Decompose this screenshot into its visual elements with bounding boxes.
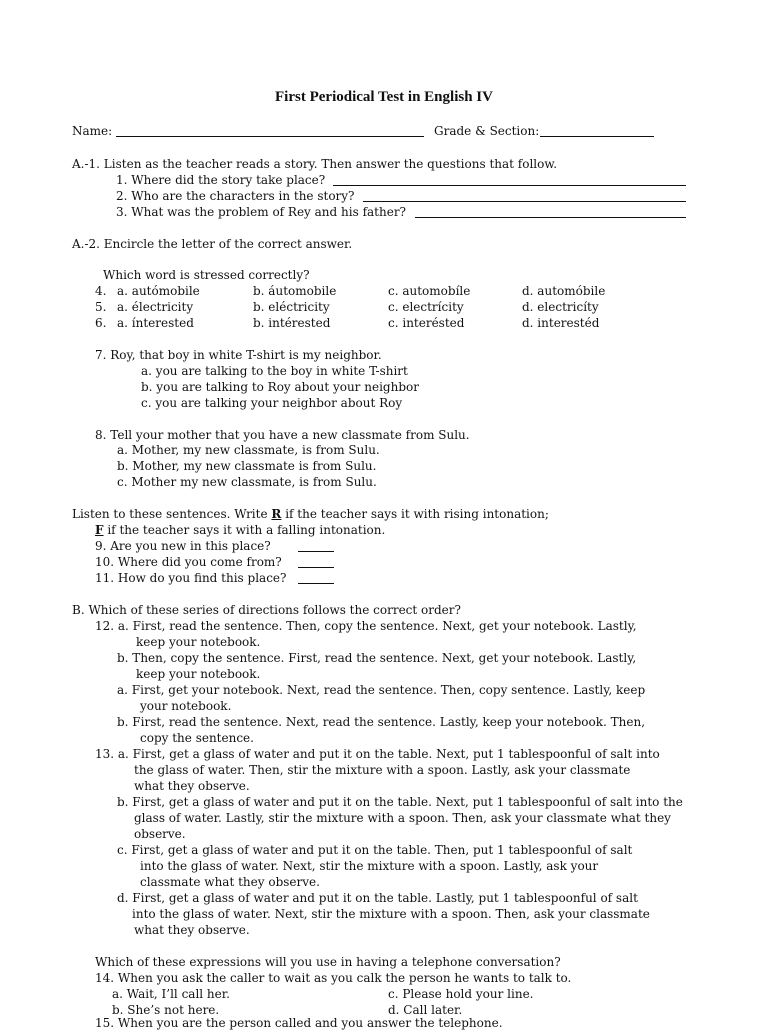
option-a: a. électricity xyxy=(117,300,194,314)
part-a2-instruction: A.-2. Encircle the letter of the correct answer. xyxy=(72,237,353,251)
q13-line: what they observe. xyxy=(134,779,250,793)
option-a: a. ínterested xyxy=(117,316,194,330)
question-2: 2. Who are the characters in the story? xyxy=(116,189,355,203)
intonation-blank-11[interactable] xyxy=(298,572,334,584)
question-7-option-c: c. you are talking your neighbor about Roy xyxy=(141,396,403,410)
q13-line: c. First, get a glass of water and put it on the table. Then, put 1 tablespoonful of salt xyxy=(117,843,633,857)
part-a1-instruction: A.-1. Listen as the teacher reads a story. Then answer the questions that follow. xyxy=(72,157,558,171)
question-7-stem: 7. Roy, that boy in white T-shirt is my neighbor. xyxy=(95,348,382,362)
item-number: 6. xyxy=(95,316,107,330)
question-14: 14. When you ask the caller to wait as you calk the person he wants to talk to. xyxy=(95,971,572,985)
grade-section-label: Grade & Section: xyxy=(434,124,540,138)
q13-line: observe. xyxy=(134,827,186,841)
name-blank[interactable] xyxy=(116,125,424,137)
option-c: c. interésted xyxy=(388,316,465,330)
q12-line: copy the sentence. xyxy=(140,731,254,745)
question-14-option-b: b. She’s not here. xyxy=(112,1003,220,1017)
question-8-option-b: b. Mother, my new classmate is from Sulu. xyxy=(117,459,377,473)
q13-line: into the glass of water. Next, stir the mixture with a spoon. Lastly, ask your xyxy=(140,859,599,873)
q13-line: what they observe. xyxy=(134,923,250,937)
answer-blank-1[interactable] xyxy=(333,174,686,186)
q12-line: b. Then, copy the sentence. First, read the sentence. Next, get your notebook. Lastly, xyxy=(117,651,637,665)
question-14-option-a: a. Wait, I’ll call her. xyxy=(112,987,230,1001)
intonation-blank-10[interactable] xyxy=(298,556,334,568)
question-7-option-b: b. you are talking to Roy about your neighbor xyxy=(141,380,419,394)
q12-line: b. First, read the sentence. Next, read the sentence. Lastly, keep your notebook. Then, xyxy=(117,715,646,729)
q13-line: glass of water. Lastly, stir the mixture with a spoon. Then, ask your classmate what they xyxy=(134,811,671,825)
q13-line: into the glass of water. Next, stir the mixture with a spoon. Then, ask your classmate xyxy=(132,907,650,921)
option-b: b. intérested xyxy=(253,316,331,330)
intonation-blank-9[interactable] xyxy=(298,540,334,552)
option-a: a. autómobile xyxy=(117,284,200,298)
intonation-instruction-line2: F if the teacher says it with a falling intonation. xyxy=(95,523,386,537)
question-1: 1. Where did the story take place? xyxy=(116,173,326,187)
intonation-instruction-line1: Listen to these sentences. Write R if the teacher says it with rising intonation; xyxy=(72,507,549,521)
option-d: d. automóbile xyxy=(522,284,606,298)
q12-line: your notebook. xyxy=(140,699,232,713)
question-7-option-a: a. you are talking to the boy in white T-shirt xyxy=(141,364,408,378)
question-3: 3. What was the problem of Rey and his father? xyxy=(116,205,406,219)
q13-line: the glass of water. Then, stir the mixture with a spoon. Lastly, ask your classmate xyxy=(134,763,631,777)
question-8-option-a: a. Mother, my new classmate, is from Sulu. xyxy=(117,443,380,457)
stress-prompt: Which word is stressed correctly? xyxy=(103,268,310,282)
answer-blank-3[interactable] xyxy=(415,206,686,218)
q13-line: b. First, get a glass of water and put it on the table. Next, put 1 tablespoonful of salt into the xyxy=(117,795,683,809)
question-14-option-c: c. Please hold your line. xyxy=(388,987,534,1001)
q12-line: keep your notebook. xyxy=(136,635,261,649)
option-c: c. automobíle xyxy=(388,284,471,298)
q13-line: d. First, get a glass of water and put it on the table. Lastly, put 1 tablespoonful of salt xyxy=(117,891,638,905)
question-8-option-c: c. Mother my new classmate, is from Sulu. xyxy=(117,475,377,489)
intonation-item-10: 10. Where did you come from? xyxy=(95,555,282,569)
option-b: b. áutomobile xyxy=(253,284,337,298)
rising-marker: R xyxy=(271,507,282,521)
question-15: 15. When you are the person called and you answer the telephone. xyxy=(95,1016,503,1030)
answer-blank-2[interactable] xyxy=(363,190,686,202)
falling-marker: F xyxy=(95,523,104,537)
intonation-item-11: 11. How do you find this place? xyxy=(95,571,287,585)
option-d: d. interestéd xyxy=(522,316,600,330)
telephone-prompt: Which of these expressions will you use in having a telephone conversation? xyxy=(95,955,561,969)
question-14-option-d: d. Call later. xyxy=(388,1003,463,1017)
name-label: Name: xyxy=(72,124,113,138)
item-number: 5. xyxy=(95,300,107,314)
q12-line: keep your notebook. xyxy=(136,667,261,681)
question-8-stem: 8. Tell your mother that you have a new classmate from Sulu. xyxy=(95,428,470,442)
part-b-instruction: B. Which of these series of directions follows the correct order? xyxy=(72,603,461,617)
q12-line: a. First, get your notebook. Next, read the sentence. Then, copy sentence. Lastly, keep xyxy=(117,683,646,697)
grade-section-blank[interactable] xyxy=(540,125,654,137)
option-c: c. electrícity xyxy=(388,300,464,314)
item-number: 4. xyxy=(95,284,107,298)
intonation-item-9: 9. Are you new in this place? xyxy=(95,539,271,553)
option-d: d. electricíty xyxy=(522,300,599,314)
page-title: First Periodical Test in English IV xyxy=(275,89,493,105)
option-b: b. eléctricity xyxy=(253,300,330,314)
q13-line: classmate what they observe. xyxy=(140,875,320,889)
q13-line: 13. a. First, get a glass of water and put it on the table. Next, put 1 tablespoonful of salt into xyxy=(95,747,660,761)
q12-line: 12. a. First, read the sentence. Then, copy the sentence. Next, get your notebook. Lastly, xyxy=(95,619,637,633)
